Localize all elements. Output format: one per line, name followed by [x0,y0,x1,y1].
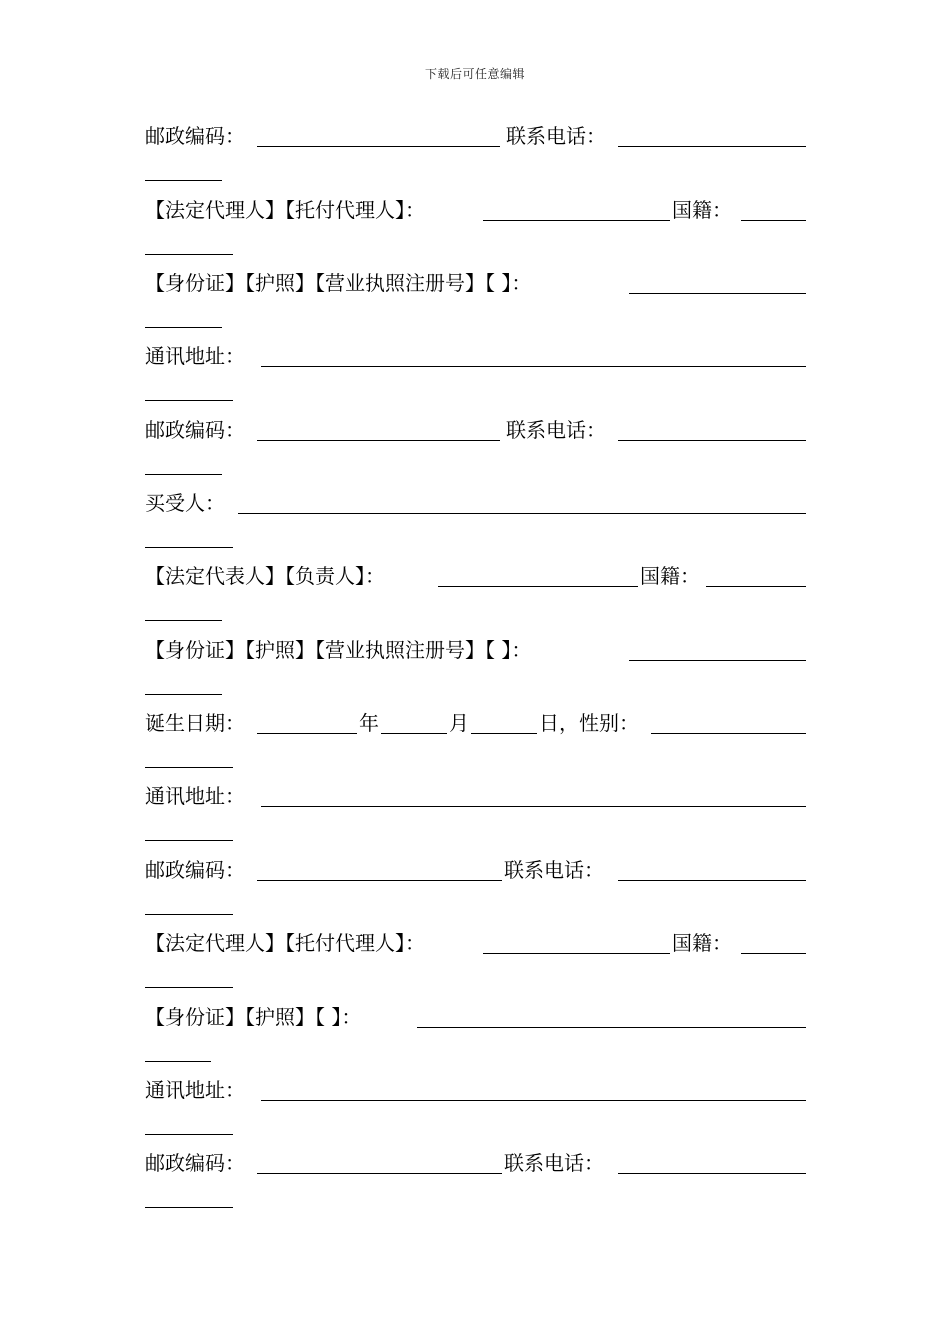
phone-field[interactable] [618,880,806,881]
birth-date-label: 诞生日期： [145,711,245,735]
agent-field[interactable] [483,953,670,954]
nationality-field-continuation[interactable] [145,987,233,988]
address-label: 通讯地址： [145,1078,245,1102]
postal-code-row [145,856,806,884]
address-label: 通讯地址： [145,344,245,368]
address-field[interactable] [261,366,806,367]
id-type-label: 【身份证】【护照】【营业执照注册号】【 】： [145,638,532,662]
nationality-field-continuation[interactable] [145,620,222,621]
representative-field[interactable] [438,586,638,587]
postal-code-row [145,416,806,444]
day-gender-label: 日，性别： [539,711,639,735]
address-field-continuation[interactable] [145,400,233,401]
phone-field-continuation[interactable] [145,914,233,915]
id-type-label: 【身份证】【护照】【 】： [145,1005,362,1029]
id-number-field[interactable] [629,660,806,661]
buyer-field-continuation[interactable] [145,547,233,548]
nationality-label: 国籍： [672,198,732,222]
address-row [145,1076,806,1104]
address-field[interactable] [261,1100,806,1101]
gender-field-continuation[interactable] [145,767,233,768]
postal-code-row [145,1149,806,1177]
nationality-label: 国籍： [672,931,732,955]
postal-code-label: 邮政编码： [145,124,245,148]
agent-row [145,196,806,224]
postal-code-field[interactable] [257,440,500,441]
agent-label: 【法定代理人】【托付代理人】： [145,931,425,955]
agent-field[interactable] [483,220,670,221]
phone-field[interactable] [618,146,806,147]
representative-row [145,562,806,590]
address-row [145,782,806,810]
postal-code-label: 邮政编码： [145,418,245,442]
phone-field-continuation[interactable] [145,474,222,475]
phone-label: 联系电话： [504,858,604,882]
id-number-field[interactable] [417,1027,806,1028]
address-row [145,342,806,370]
birth-day-field[interactable] [471,733,537,734]
address-label: 通讯地址： [145,784,245,808]
id-type-label: 【身份证】【护照】【营业执照注册号】【 】： [145,271,532,295]
nationality-field[interactable] [706,586,806,587]
postal-code-field[interactable] [257,146,500,147]
postal-code-row [145,122,806,150]
postal-code-field[interactable] [257,880,502,881]
postal-code-label: 邮政编码： [145,1151,245,1175]
id-row [145,269,806,297]
id-row [145,636,806,664]
page-header-note: 下载后可任意编辑 [424,67,525,81]
id-number-field-continuation[interactable] [145,694,222,695]
phone-label: 联系电话： [504,1151,604,1175]
nationality-field[interactable] [741,220,806,221]
postal-code-label: 邮政编码： [145,858,245,882]
birth-year-field[interactable] [257,733,357,734]
phone-label: 联系电话： [506,124,606,148]
address-field[interactable] [261,806,806,807]
id-number-field-continuation[interactable] [145,1061,211,1062]
year-label: 年 [359,711,379,735]
address-field-continuation[interactable] [145,840,233,841]
nationality-field[interactable] [741,953,806,954]
id-number-field-continuation[interactable] [145,327,222,328]
nationality-label: 国籍： [640,564,700,588]
birth-date-row [145,709,806,737]
address-field-continuation[interactable] [145,1134,233,1135]
phone-field[interactable] [618,440,806,441]
buyer-row [145,489,806,517]
phone-field-continuation[interactable] [145,1207,233,1208]
id-row [145,1003,806,1031]
postal-code-field[interactable] [257,1173,502,1174]
phone-field[interactable] [618,1173,806,1174]
gender-field[interactable] [651,733,806,734]
phone-field-continuation[interactable] [145,180,222,181]
buyer-label: 买受人： [145,491,225,515]
birth-month-field[interactable] [381,733,447,734]
buyer-field[interactable] [238,513,806,514]
id-number-field[interactable] [629,293,806,294]
phone-label: 联系电话： [506,418,606,442]
agent-label: 【法定代理人】【托付代理人】： [145,198,425,222]
nationality-field-continuation[interactable] [145,254,233,255]
representative-label: 【法定代表人】【负责人】： [145,564,385,588]
agent-row [145,929,806,957]
month-label: 月 [449,711,469,735]
